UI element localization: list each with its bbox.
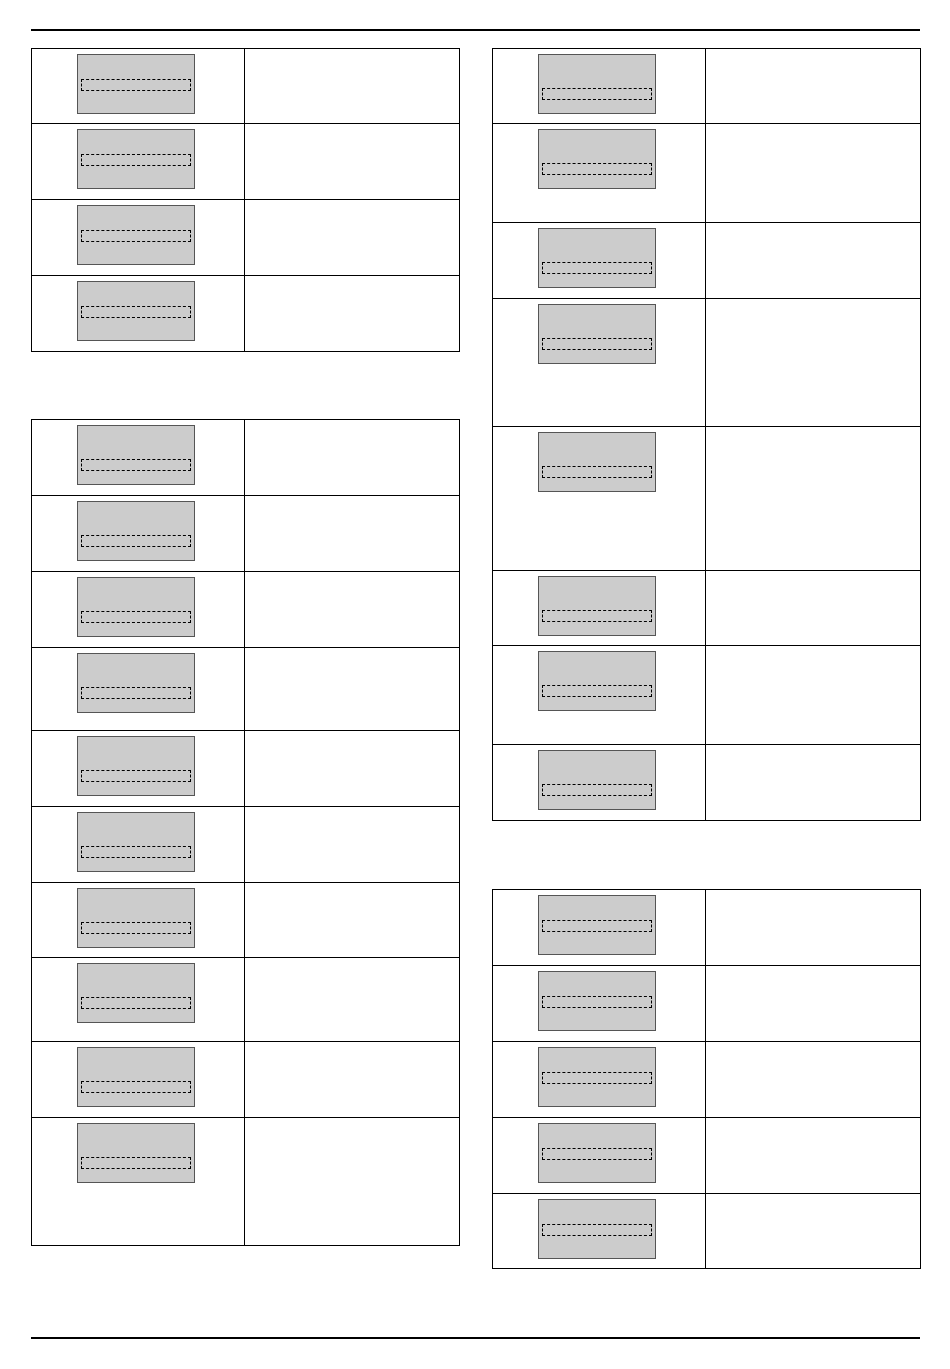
dashed-text-line: [81, 230, 191, 242]
table-row: [493, 299, 921, 427]
dashed-text-line: [81, 535, 191, 547]
description-cell: [245, 807, 460, 883]
table-row: [493, 890, 921, 966]
lcd-display-illustration: [77, 812, 195, 872]
table-row: [493, 1194, 921, 1269]
table-row: [32, 420, 460, 496]
lcd-display-illustration: [538, 651, 656, 711]
description-cell: [706, 223, 921, 299]
display-screen-cell: [493, 49, 706, 124]
display-screen-cell: [32, 807, 245, 883]
table-row: [32, 807, 460, 883]
display-screen-cell: [493, 571, 706, 646]
display-table-2: [31, 419, 460, 1246]
description-cell: [245, 731, 460, 807]
display-screen-cell: [493, 646, 706, 745]
dashed-text-line: [81, 1157, 191, 1169]
description-cell: [245, 496, 460, 572]
table-row: [493, 124, 921, 223]
description-cell: [706, 1194, 921, 1269]
table-row: [32, 958, 460, 1042]
lcd-display-illustration: [538, 750, 656, 810]
description-cell: [706, 299, 921, 427]
display-screen-cell: [32, 49, 245, 124]
dashed-text-line: [542, 163, 652, 175]
lcd-display-illustration: [77, 888, 195, 948]
dashed-text-line: [81, 1081, 191, 1093]
dashed-text-line: [542, 88, 652, 100]
lcd-display-illustration: [538, 304, 656, 364]
lcd-display-illustration: [538, 1199, 656, 1259]
description-cell: [245, 420, 460, 496]
table-row: [32, 49, 460, 124]
lcd-display-illustration: [538, 129, 656, 189]
description-cell: [706, 571, 921, 646]
description-cell: [245, 883, 460, 958]
dashed-text-line: [542, 338, 652, 350]
table-row: [32, 124, 460, 200]
dashed-text-line: [542, 996, 652, 1008]
table-row: [32, 1118, 460, 1246]
lcd-display-illustration: [77, 54, 195, 114]
lcd-display-illustration: [538, 432, 656, 492]
table-row: [493, 646, 921, 745]
table-row: [493, 966, 921, 1042]
description-cell: [706, 646, 921, 745]
description-cell: [706, 1118, 921, 1194]
lcd-display-illustration: [77, 736, 195, 796]
dashed-text-line: [81, 922, 191, 934]
description-cell: [706, 427, 921, 571]
description-cell: [706, 966, 921, 1042]
table-row: [32, 648, 460, 731]
display-screen-cell: [32, 731, 245, 807]
lcd-display-illustration: [538, 895, 656, 955]
display-screen-cell: [32, 1042, 245, 1118]
dashed-text-line: [81, 997, 191, 1009]
dashed-text-line: [81, 306, 191, 318]
dashed-text-line: [81, 611, 191, 623]
display-screen-cell: [32, 200, 245, 276]
description-cell: [245, 572, 460, 648]
dashed-text-line: [542, 784, 652, 796]
table-row: [493, 223, 921, 299]
display-table-1: [31, 48, 460, 352]
description-cell: [245, 276, 460, 352]
description-cell: [245, 1042, 460, 1118]
description-cell: [706, 745, 921, 821]
table-row: [493, 745, 921, 821]
dashed-text-line: [81, 154, 191, 166]
dashed-text-line: [81, 459, 191, 471]
display-screen-cell: [32, 958, 245, 1042]
lcd-display-illustration: [77, 1123, 195, 1183]
description-cell: [706, 124, 921, 223]
lcd-display-illustration: [77, 1047, 195, 1107]
lcd-display-illustration: [538, 228, 656, 288]
lcd-display-illustration: [77, 501, 195, 561]
display-screen-cell: [493, 124, 706, 223]
table-row: [493, 427, 921, 571]
display-screen-cell: [32, 883, 245, 958]
table-row: [493, 49, 921, 124]
display-screen-cell: [32, 276, 245, 352]
dashed-text-line: [542, 1224, 652, 1236]
table-row: [493, 1042, 921, 1118]
display-screen-cell: [493, 1118, 706, 1194]
dashed-text-line: [542, 466, 652, 478]
display-screen-cell: [32, 572, 245, 648]
dashed-text-line: [542, 920, 652, 932]
dashed-text-line: [542, 610, 652, 622]
display-screen-cell: [493, 299, 706, 427]
bottom-rule: [31, 1337, 920, 1339]
lcd-display-illustration: [538, 576, 656, 636]
description-cell: [706, 1042, 921, 1118]
dashed-text-line: [542, 1148, 652, 1160]
lcd-display-illustration: [77, 577, 195, 637]
lcd-display-illustration: [77, 653, 195, 713]
description-cell: [245, 958, 460, 1042]
table-row: [32, 200, 460, 276]
description-cell: [245, 648, 460, 731]
table-row: [493, 571, 921, 646]
table-row: [493, 1118, 921, 1194]
description-cell: [245, 49, 460, 124]
lcd-display-illustration: [538, 54, 656, 114]
description-cell: [706, 49, 921, 124]
display-screen-cell: [32, 1118, 245, 1246]
display-screen-cell: [493, 1042, 706, 1118]
display-screen-cell: [493, 223, 706, 299]
table-row: [32, 496, 460, 572]
display-screen-cell: [493, 427, 706, 571]
top-rule: [31, 29, 920, 31]
lcd-display-illustration: [77, 129, 195, 189]
lcd-display-illustration: [538, 971, 656, 1031]
description-cell: [245, 1118, 460, 1246]
display-screen-cell: [493, 745, 706, 821]
display-screen-cell: [493, 1194, 706, 1269]
display-table-4: [492, 889, 921, 1269]
table-row: [32, 1042, 460, 1118]
lcd-display-illustration: [77, 425, 195, 485]
dashed-text-line: [81, 79, 191, 91]
display-screen-cell: [32, 420, 245, 496]
table-row: [32, 883, 460, 958]
dashed-text-line: [81, 687, 191, 699]
table-row: [32, 731, 460, 807]
description-cell: [706, 890, 921, 966]
table-row: [32, 276, 460, 352]
lcd-display-illustration: [77, 205, 195, 265]
lcd-display-illustration: [538, 1123, 656, 1183]
display-screen-cell: [493, 890, 706, 966]
description-cell: [245, 124, 460, 200]
display-screen-cell: [493, 966, 706, 1042]
display-screen-cell: [32, 648, 245, 731]
display-screen-cell: [32, 496, 245, 572]
lcd-display-illustration: [538, 1047, 656, 1107]
display-table-3: [492, 48, 921, 821]
dashed-text-line: [542, 1072, 652, 1084]
table-row: [32, 572, 460, 648]
description-cell: [245, 200, 460, 276]
dashed-text-line: [542, 685, 652, 697]
dashed-text-line: [542, 262, 652, 274]
lcd-display-illustration: [77, 281, 195, 341]
display-screen-cell: [32, 124, 245, 200]
lcd-display-illustration: [77, 963, 195, 1023]
dashed-text-line: [81, 770, 191, 782]
dashed-text-line: [81, 846, 191, 858]
